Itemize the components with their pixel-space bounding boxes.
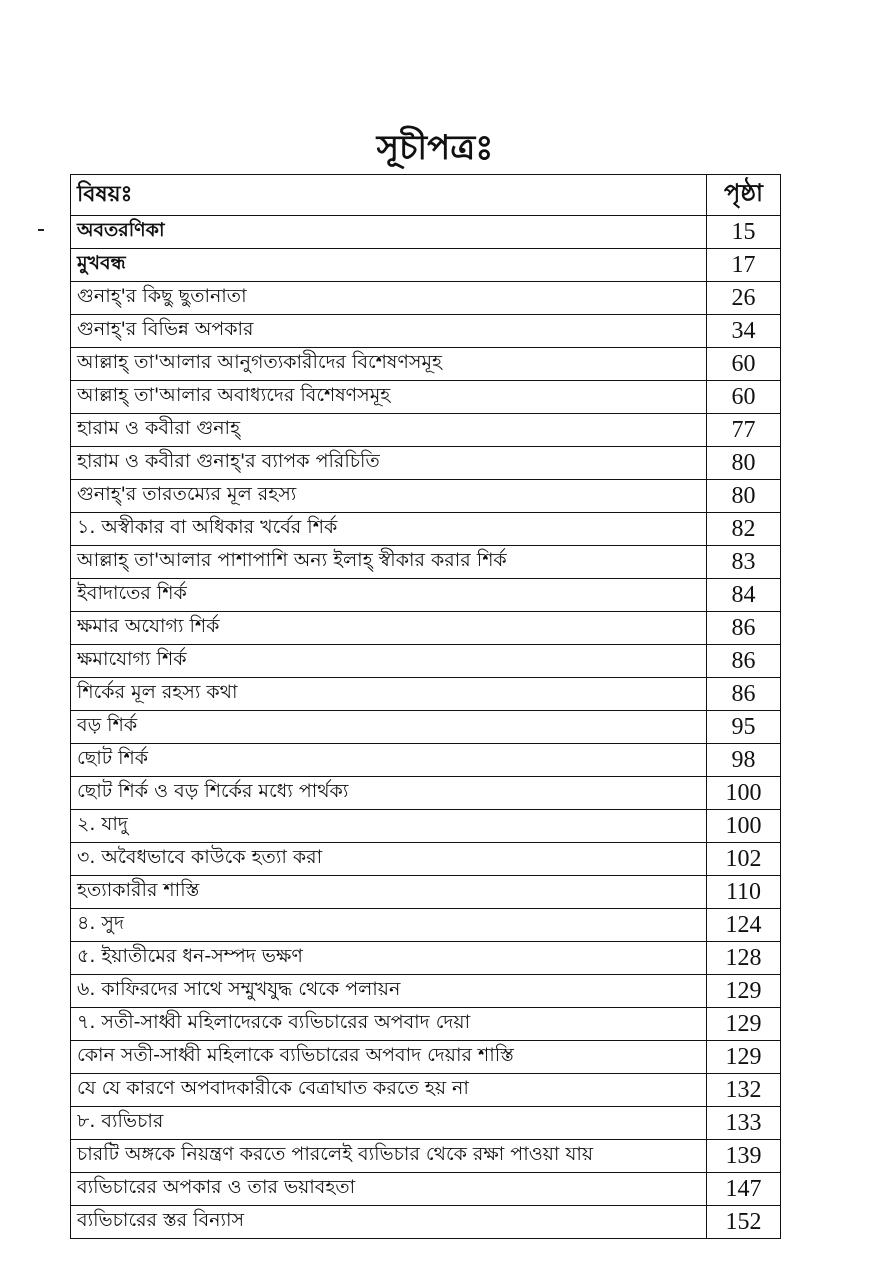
- page-number-cell: 86: [707, 612, 781, 645]
- topic-cell: ৬. কাফিরদের সাথে সম্মুখযুদ্ধ থেকে পলায়ন: [71, 975, 707, 1008]
- topic-cell: ৫. ইয়াতীমের ধন-সম্পদ ভক্ষণ: [71, 942, 707, 975]
- table-row: [71, 678, 781, 711]
- page-number-cell: 152: [707, 1206, 781, 1239]
- table-row: [71, 1140, 781, 1173]
- page-number-cell: 60: [707, 348, 781, 381]
- table-row: [71, 579, 781, 612]
- page-number-cell: 26: [707, 282, 781, 315]
- topic-cell: ৪. সুদ: [71, 909, 707, 942]
- table-row: [71, 843, 781, 876]
- table-row: [71, 1041, 781, 1074]
- table-row: [71, 777, 781, 810]
- page-number-cell: 77: [707, 414, 781, 447]
- page-number-cell: 133: [707, 1107, 781, 1140]
- table-row: [71, 1173, 781, 1206]
- table-row: [71, 942, 781, 975]
- table-row: [71, 744, 781, 777]
- table-row: [71, 876, 781, 909]
- page-number-cell: 100: [707, 810, 781, 843]
- table-row: [71, 513, 781, 546]
- table-row: [71, 645, 781, 678]
- page-number-cell: 82: [707, 513, 781, 546]
- topic-cell: হত্যাকারীর শাস্তি: [71, 876, 707, 909]
- table-row: [71, 216, 781, 249]
- page-title: সূচীপত্রঃ: [376, 128, 494, 168]
- table-row: [71, 447, 781, 480]
- table-row: [71, 612, 781, 645]
- page-number-cell: 124: [707, 909, 781, 942]
- page-number-cell: 15: [707, 216, 781, 249]
- scan-speck: [38, 229, 44, 231]
- topic-cell: ছোট শির্ক ও বড় শির্কের মধ্যে পার্থক্য: [71, 777, 707, 810]
- topic-cell: গুনাহ্'র কিছু ছুতানাতা: [71, 282, 707, 315]
- topic-cell: ছোট শির্ক: [71, 744, 707, 777]
- table-row: [71, 381, 781, 414]
- table-row: [71, 909, 781, 942]
- page-number-cell: 102: [707, 843, 781, 876]
- topic-cell: কোন সতী-সাধ্বী মহিলাকে ব্যভিচারের অপবাদ দেয়ার শাস্তি: [71, 1041, 707, 1074]
- table-row: [71, 1107, 781, 1140]
- table-row: [71, 414, 781, 447]
- page-number-cell: 60: [707, 381, 781, 414]
- table-body: [71, 216, 781, 1239]
- topic-cell: ২. যাদু: [71, 810, 707, 843]
- topic-cell: আল্লাহ্ তা'আলার অবাধ্যদের বিশেষণসমূহ: [71, 381, 707, 414]
- table-row: [71, 249, 781, 282]
- page-number-cell: 86: [707, 645, 781, 678]
- topic-cell: আল্লাহ্ তা'আলার পাশাপাশি অন্য ইলাহ্ স্বীকার করার শির্ক: [71, 546, 707, 579]
- table-row: [71, 975, 781, 1008]
- page-number-cell: 86: [707, 678, 781, 711]
- table-row: [71, 711, 781, 744]
- page-column-header: পৃষ্ঠা: [707, 175, 781, 216]
- page-number-cell: 80: [707, 447, 781, 480]
- table-row: [71, 810, 781, 843]
- table-row: [71, 348, 781, 381]
- topic-column-header: বিষয়ঃ: [71, 175, 707, 216]
- page-number-cell: 128: [707, 942, 781, 975]
- table-row: [71, 315, 781, 348]
- topic-cell: ১. অস্বীকার বা অধিকার খর্বের শির্ক: [71, 513, 707, 546]
- topic-cell: যে যে কারণে অপবাদকারীকে বেত্রাঘাত করতে হয় না: [71, 1074, 707, 1107]
- table-of-contents: [70, 174, 781, 1239]
- topic-cell: ব্যভিচারের স্তর বিন্যাস: [71, 1206, 707, 1239]
- table-row: [71, 282, 781, 315]
- page-number-cell: 129: [707, 975, 781, 1008]
- page-number-cell: 84: [707, 579, 781, 612]
- page-number-cell: 132: [707, 1074, 781, 1107]
- topic-cell: গুনাহ্'র বিভিন্ন অপকার: [71, 315, 707, 348]
- page-number-cell: 98: [707, 744, 781, 777]
- topic-cell: হারাম ও কবীরা গুনাহ্'র ব্যাপক পরিচিতি: [71, 447, 707, 480]
- page-number-cell: 129: [707, 1041, 781, 1074]
- page-number-cell: 95: [707, 711, 781, 744]
- topic-cell: ব্যভিচারের অপকার ও তার ভয়াবহতা: [71, 1173, 707, 1206]
- topic-cell: ৭. সতী-সাধ্বী মহিলাদেরকে ব্যভিচারের অপবাদ দেয়া: [71, 1008, 707, 1041]
- page-number-cell: 139: [707, 1140, 781, 1173]
- page-number-cell: 17: [707, 249, 781, 282]
- page-number-cell: 83: [707, 546, 781, 579]
- page-number-cell: 110: [707, 876, 781, 909]
- topic-cell: গুনাহ্'র তারতম্যের মূল রহস্য: [71, 480, 707, 513]
- topic-cell: ৮. ব্যভিচার: [71, 1107, 707, 1140]
- topic-cell: চারটি অঙ্গকে নিয়ন্ত্রণ করতে পারলেই ব্যভিচার থেকে রক্ষা পাওয়া যায়: [71, 1140, 707, 1173]
- topic-cell: মুখবন্ধ: [71, 249, 707, 282]
- table-row: [71, 1206, 781, 1239]
- page-number-cell: 129: [707, 1008, 781, 1041]
- topic-cell: ক্ষমাযোগ্য শির্ক: [71, 645, 707, 678]
- table-header-row: [71, 175, 781, 216]
- topic-cell: শির্কের মূল রহস্য কথা: [71, 678, 707, 711]
- topic-cell: আল্লাহ্ তা'আলার আনুগত্যকারীদের বিশেষণসমূহ: [71, 348, 707, 381]
- page-number-cell: 100: [707, 777, 781, 810]
- topic-cell: ৩. অবৈধভাবে কাউকে হত্যা করা: [71, 843, 707, 876]
- topic-cell: হারাম ও কবীরা গুনাহ্: [71, 414, 707, 447]
- topic-cell: অবতরণিকা: [71, 216, 707, 249]
- table-row: [71, 546, 781, 579]
- page-number-cell: 147: [707, 1173, 781, 1206]
- page-number-cell: 80: [707, 480, 781, 513]
- table-row: [71, 480, 781, 513]
- page-number-cell: 34: [707, 315, 781, 348]
- topic-cell: ক্ষমার অযোগ্য শির্ক: [71, 612, 707, 645]
- table-row: [71, 1074, 781, 1107]
- table-row: [71, 1008, 781, 1041]
- topic-cell: ইবাদাতের শির্ক: [71, 579, 707, 612]
- topic-cell: বড় শির্ক: [71, 711, 707, 744]
